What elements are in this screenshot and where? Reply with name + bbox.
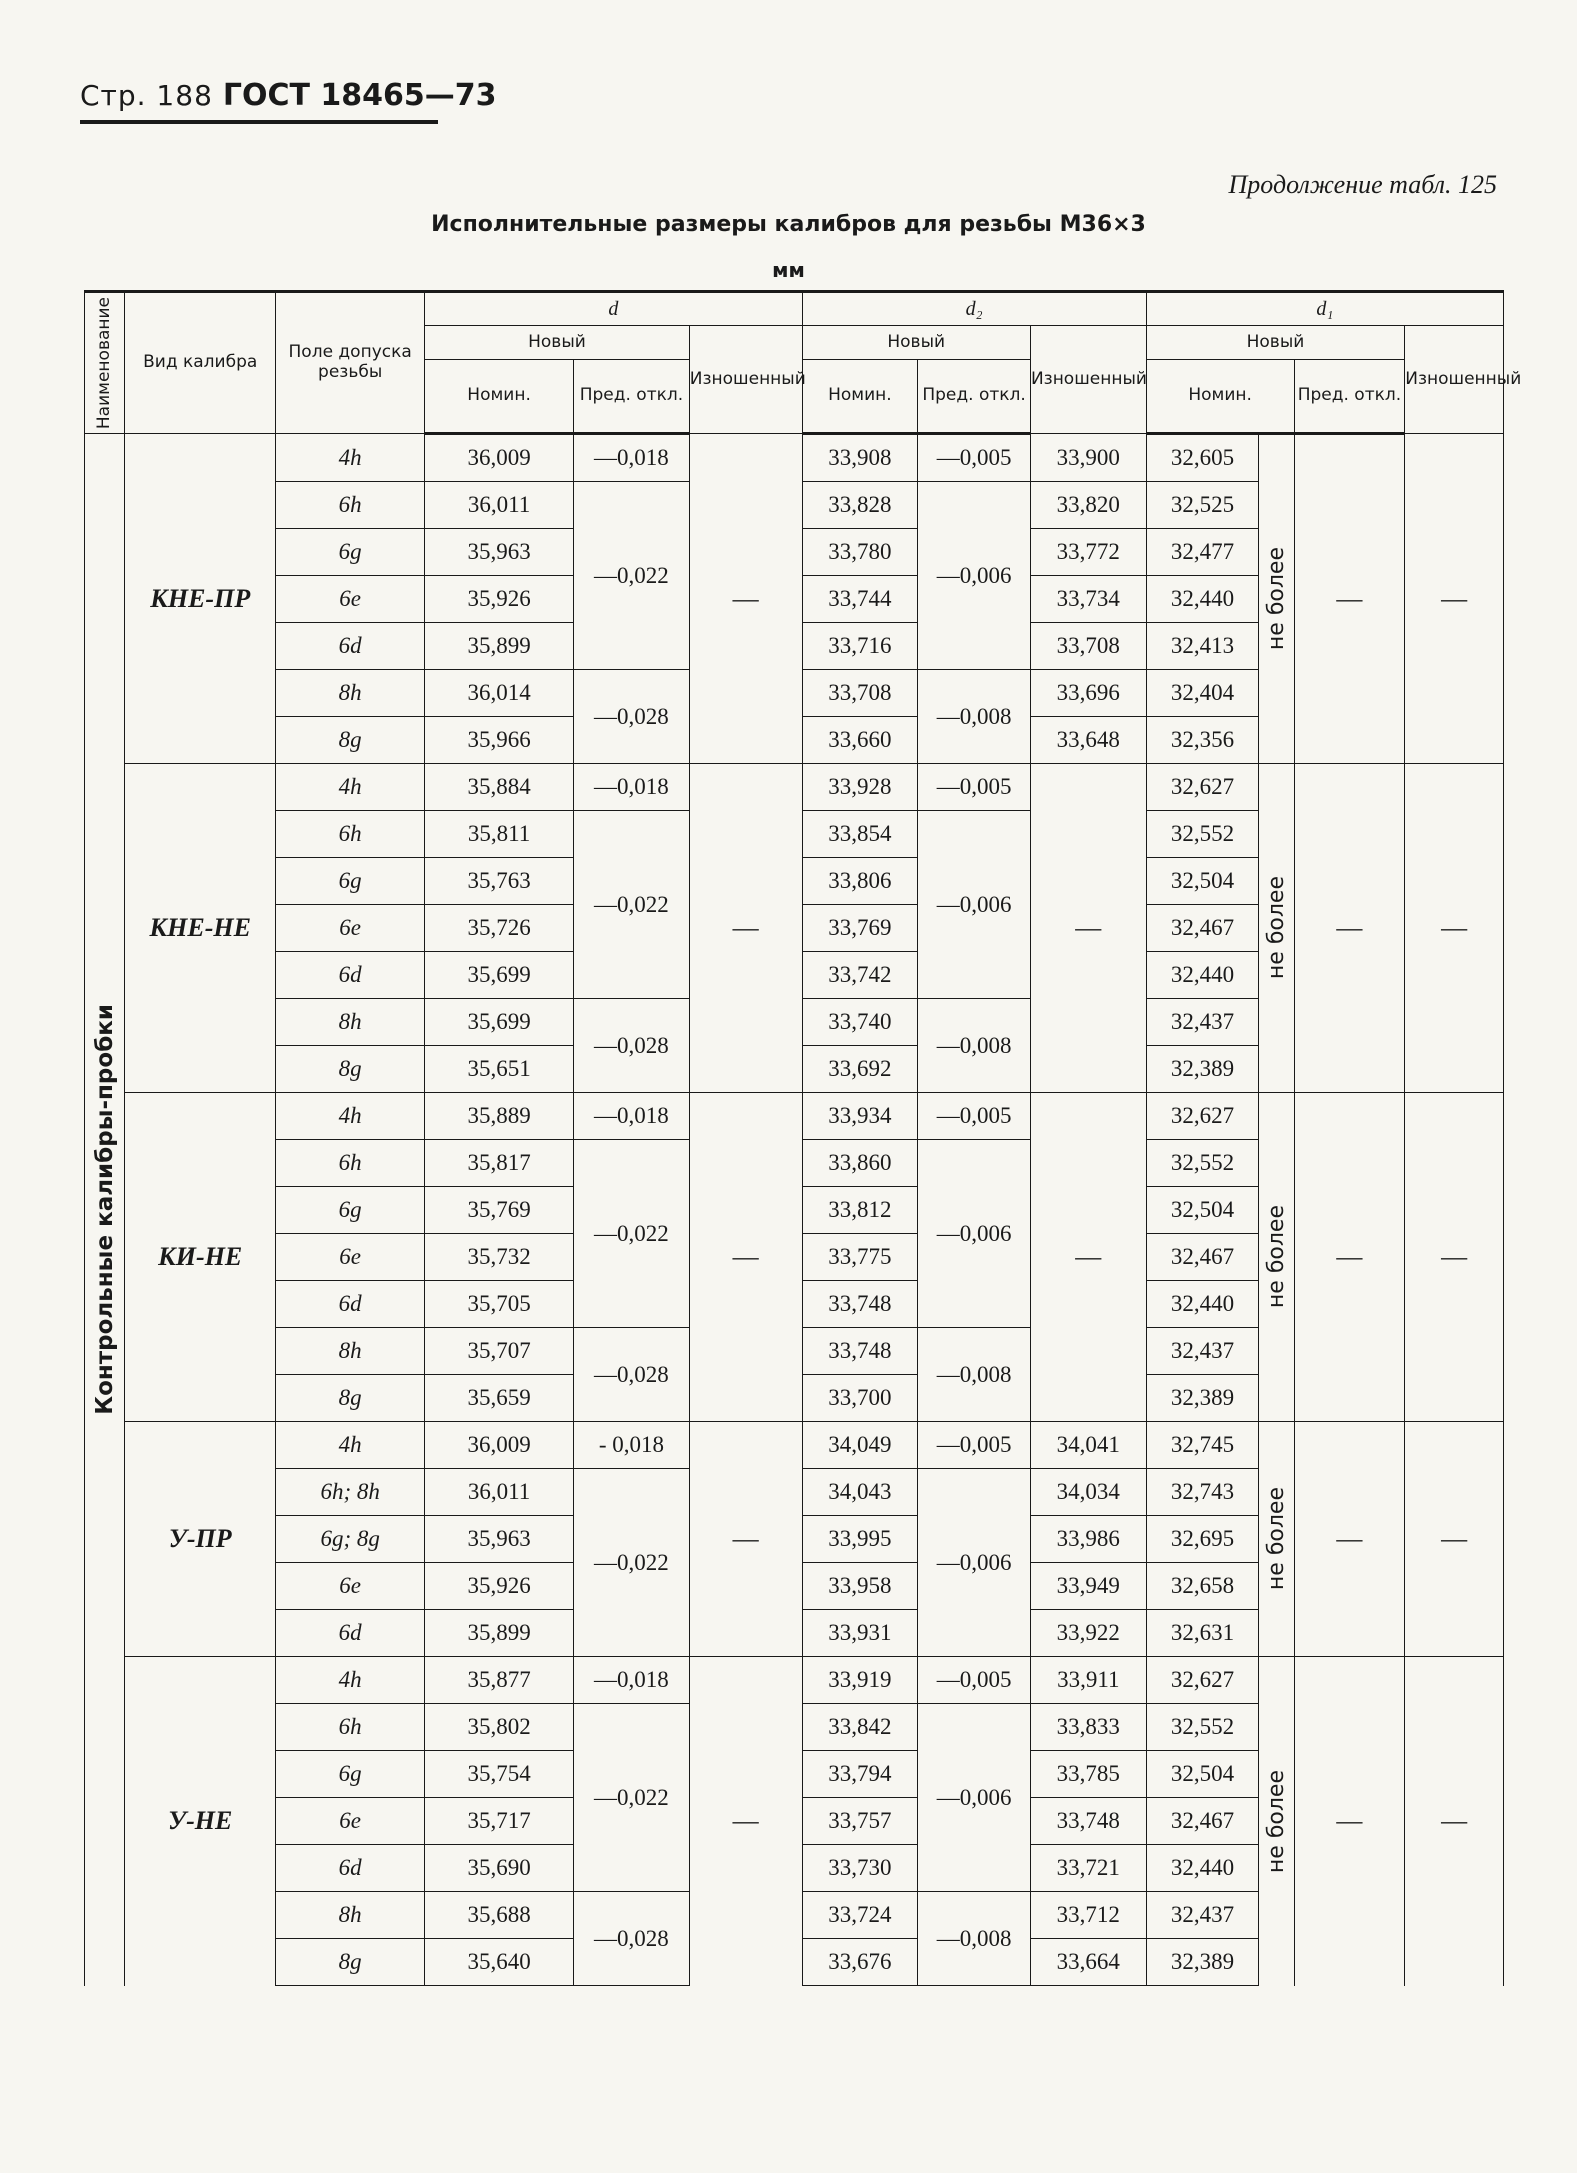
tolerance-field: 4h <box>276 1657 425 1704</box>
d-nominal: 35,688 <box>425 1892 574 1939</box>
gauge-type: У-НЕ <box>125 1657 276 1986</box>
col-d-dev: Пред. откл. <box>574 360 690 434</box>
col-d1-worn: Изношенный <box>1405 326 1504 434</box>
continuation-note: Продолжение табл. 125 <box>1228 170 1497 199</box>
d2-deviation: —0,008 <box>918 1892 1031 1986</box>
tolerance-field: 8g <box>276 1375 425 1422</box>
col-d2: d₂ <box>802 292 1146 326</box>
not-more-cell <box>1259 1093 1294 1422</box>
d1-nominal: 32,695 <box>1146 1516 1259 1563</box>
col-d: d <box>425 292 802 326</box>
d-nominal: 35,732 <box>425 1234 574 1281</box>
gauge-type: КНЕ-ПР <box>125 434 276 764</box>
d2-nominal: 33,692 <box>802 1046 918 1093</box>
d2-nominal: 33,806 <box>802 858 918 905</box>
d-nominal: 35,926 <box>425 1563 574 1610</box>
table-body <box>85 434 1504 1986</box>
d1-nominal: 32,440 <box>1146 1845 1259 1892</box>
d2-deviation: —0,008 <box>918 1328 1031 1422</box>
d-deviation: —0,018 <box>574 1657 690 1704</box>
tolerance-field: 6h <box>276 1704 425 1751</box>
d-nominal: 35,640 <box>425 1939 574 1986</box>
d1-nominal: 32,631 <box>1146 1610 1259 1657</box>
d2-worn: 33,664 <box>1030 1939 1146 1986</box>
d-deviation: —0,022 <box>574 1469 690 1657</box>
tolerance-field: 6g <box>276 529 425 576</box>
d1-nominal: 32,504 <box>1146 1751 1259 1798</box>
tolerance-field: 8h <box>276 999 425 1046</box>
d2-deviation: —0,006 <box>918 1469 1031 1657</box>
d-deviation: —0,028 <box>574 1892 690 1986</box>
d2-deviation: —0,006 <box>918 811 1031 999</box>
tolerance-field: 6g; 8g <box>276 1516 425 1563</box>
tolerance-field: 4h <box>276 434 425 482</box>
not-more-cell <box>1259 434 1294 764</box>
d2-nominal: 34,043 <box>802 1469 918 1516</box>
d2-worn: 33,785 <box>1030 1751 1146 1798</box>
d-nominal: 35,899 <box>425 1610 574 1657</box>
d2-deviation: —0,006 <box>918 1140 1031 1328</box>
d1-nominal: 32,437 <box>1146 1328 1259 1375</box>
d-deviation: —0,022 <box>574 482 690 670</box>
tolerance-field: 6e <box>276 1798 425 1845</box>
dimensions-table <box>84 290 1522 1986</box>
d2-nominal: 33,812 <box>802 1187 918 1234</box>
d2-nominal: 33,748 <box>802 1328 918 1375</box>
table-row <box>85 434 1504 482</box>
d2-deviation: —0,008 <box>918 670 1031 764</box>
d2-nominal: 33,769 <box>802 905 918 952</box>
d-nominal: 35,690 <box>425 1845 574 1892</box>
d2-nominal: 33,958 <box>802 1563 918 1610</box>
d2-worn: 34,034 <box>1030 1469 1146 1516</box>
d2-nominal: 33,794 <box>802 1751 918 1798</box>
d-worn: — <box>689 1093 802 1422</box>
d2-worn: — <box>1030 1093 1146 1422</box>
d2-worn: 33,949 <box>1030 1563 1146 1610</box>
d-nominal: 35,817 <box>425 1140 574 1187</box>
d-nominal: 35,651 <box>425 1046 574 1093</box>
d-nominal: 35,877 <box>425 1657 574 1704</box>
tolerance-field: 6d <box>276 1281 425 1328</box>
d2-nominal: 33,928 <box>802 764 918 811</box>
d2-nominal: 33,995 <box>802 1516 918 1563</box>
d2-nominal: 33,700 <box>802 1375 918 1422</box>
d-nominal: 36,011 <box>425 1469 574 1516</box>
not-more-cell <box>1259 1422 1294 1657</box>
tolerance-field: 4h <box>276 1093 425 1140</box>
d2-worn: 33,833 <box>1030 1704 1146 1751</box>
d-deviation: —0,018 <box>574 434 690 482</box>
d1-nominal: 32,467 <box>1146 1234 1259 1281</box>
d-nominal: 35,811 <box>425 811 574 858</box>
naming-cell <box>85 434 125 1986</box>
dimensions-table-wrap <box>84 290 1522 1986</box>
tolerance-field: 4h <box>276 764 425 811</box>
d-deviation: —0,028 <box>574 999 690 1093</box>
d2-deviation: —0,008 <box>918 999 1031 1093</box>
d-nominal: 35,802 <box>425 1704 574 1751</box>
d1-nominal: 32,627 <box>1146 1657 1259 1704</box>
tolerance-field: 4h <box>276 1422 425 1469</box>
d-nominal: 35,699 <box>425 952 574 999</box>
d1-nominal: 32,437 <box>1146 1892 1259 1939</box>
tolerance-field: 6e <box>276 905 425 952</box>
tolerance-field: 6h <box>276 811 425 858</box>
d2-deviation: —0,005 <box>918 1657 1031 1704</box>
d2-worn: 33,820 <box>1030 482 1146 529</box>
d1-deviation: — <box>1294 764 1405 1093</box>
tolerance-field: 6d <box>276 623 425 670</box>
d1-deviation: — <box>1294 434 1405 764</box>
tolerance-field: 8g <box>276 1046 425 1093</box>
d2-deviation: —0,005 <box>918 764 1031 811</box>
col-d1-dev: Пред. откл. <box>1294 360 1405 434</box>
d2-nominal: 34,049 <box>802 1422 918 1469</box>
page-number: Стр. 188 <box>80 79 213 112</box>
tolerance-field: 6e <box>276 576 425 623</box>
tolerance-field: 6h <box>276 1140 425 1187</box>
d2-worn: 33,922 <box>1030 1610 1146 1657</box>
d-nominal: 35,963 <box>425 1516 574 1563</box>
col-d-nom: Номин. <box>425 360 574 434</box>
d-deviation: —0,028 <box>574 670 690 764</box>
tolerance-field: 8h <box>276 1892 425 1939</box>
d1-worn: — <box>1405 1093 1504 1422</box>
d-nominal: 35,754 <box>425 1751 574 1798</box>
d1-deviation: — <box>1294 1657 1405 1986</box>
col-d2-nom: Номин. <box>802 360 918 434</box>
d-deviation: - 0,018 <box>574 1422 690 1469</box>
d-deviation: —0,022 <box>574 811 690 999</box>
gauge-type: КНЕ-НЕ <box>125 764 276 1093</box>
d2-worn: 33,721 <box>1030 1845 1146 1892</box>
col-d-new: Новый <box>425 326 690 360</box>
col-d1-nom: Номин. <box>1146 360 1294 434</box>
d-nominal: 35,705 <box>425 1281 574 1328</box>
gauge-type: КИ-НЕ <box>125 1093 276 1422</box>
d-nominal: 36,009 <box>425 1422 574 1469</box>
tolerance-field: 6e <box>276 1563 425 1610</box>
d-deviation: —0,022 <box>574 1704 690 1892</box>
table-row <box>85 1093 1504 1140</box>
not-more-label: не более <box>1263 876 1289 980</box>
tolerance-field: 6d <box>276 1610 425 1657</box>
naming-value: Контрольные калибры-пробки <box>91 1004 118 1416</box>
page-header <box>80 78 497 113</box>
not-more-cell <box>1259 1657 1294 1986</box>
d-nominal: 36,009 <box>425 434 574 482</box>
tolerance-field: 6d <box>276 952 425 999</box>
tolerance-field: 6d <box>276 1845 425 1892</box>
d1-nominal: 32,658 <box>1146 1563 1259 1610</box>
d1-nominal: 32,440 <box>1146 952 1259 999</box>
d2-worn: 33,900 <box>1030 434 1146 482</box>
d1-worn: — <box>1405 1657 1504 1986</box>
not-more-label: не более <box>1263 1769 1289 1873</box>
d-nominal: 35,926 <box>425 576 574 623</box>
d-nominal: 35,726 <box>425 905 574 952</box>
col-d2-dev: Пред. откл. <box>918 360 1031 434</box>
tolerance-field: 8g <box>276 1939 425 1986</box>
col-naming: Наименование <box>85 292 125 434</box>
d2-worn: 33,986 <box>1030 1516 1146 1563</box>
tolerance-field: 8h <box>276 1328 425 1375</box>
d2-nominal: 33,934 <box>802 1093 918 1140</box>
col-d2-new: Новый <box>802 326 1030 360</box>
tolerance-field: 6h <box>276 482 425 529</box>
d1-nominal: 32,525 <box>1146 482 1259 529</box>
d1-nominal: 32,627 <box>1146 1093 1259 1140</box>
d2-nominal: 33,708 <box>802 670 918 717</box>
d2-nominal: 33,660 <box>802 717 918 764</box>
d2-nominal: 33,742 <box>802 952 918 999</box>
col-type: Вид калибра <box>125 292 276 434</box>
d-worn: — <box>689 434 802 764</box>
d2-worn: — <box>1030 764 1146 1093</box>
d2-nominal: 33,854 <box>802 811 918 858</box>
d1-nominal: 32,504 <box>1146 858 1259 905</box>
col-d1-new: Новый <box>1146 326 1405 360</box>
d2-nominal: 33,775 <box>802 1234 918 1281</box>
d-worn: — <box>689 1422 802 1657</box>
d1-worn: — <box>1405 1422 1504 1657</box>
d2-nominal: 33,931 <box>802 1610 918 1657</box>
d-nominal: 36,014 <box>425 670 574 717</box>
units-label: мм <box>772 258 805 282</box>
col-d2-worn: Изношенный <box>1030 326 1146 434</box>
not-more-label: не более <box>1263 1487 1289 1591</box>
d-nominal: 35,659 <box>425 1375 574 1422</box>
d2-nominal: 33,748 <box>802 1281 918 1328</box>
col-field: Поле допуска резьбы <box>276 292 425 434</box>
d-deviation: —0,028 <box>574 1328 690 1422</box>
d1-worn: — <box>1405 764 1504 1093</box>
d2-nominal: 33,744 <box>802 576 918 623</box>
d2-worn: 33,734 <box>1030 576 1146 623</box>
d2-deviation: —0,006 <box>918 482 1031 670</box>
table-row <box>85 1657 1504 1704</box>
d1-nominal: 32,440 <box>1146 576 1259 623</box>
d2-worn: 33,772 <box>1030 529 1146 576</box>
d-nominal: 36,011 <box>425 482 574 529</box>
d2-worn: 33,708 <box>1030 623 1146 670</box>
d-nominal: 35,699 <box>425 999 574 1046</box>
d1-nominal: 32,440 <box>1146 1281 1259 1328</box>
table-head <box>85 292 1522 434</box>
d2-nominal: 33,730 <box>802 1845 918 1892</box>
table-row <box>85 764 1504 811</box>
d2-worn: 34,041 <box>1030 1422 1146 1469</box>
d-nominal: 35,889 <box>425 1093 574 1140</box>
d2-nominal: 33,724 <box>802 1892 918 1939</box>
d1-nominal: 32,404 <box>1146 670 1259 717</box>
d2-nominal: 33,842 <box>802 1704 918 1751</box>
d-nominal: 35,763 <box>425 858 574 905</box>
tolerance-field: 6g <box>276 1751 425 1798</box>
d-deviation: —0,018 <box>574 1093 690 1140</box>
standard-number: ГОСТ 18465—73 <box>222 78 497 113</box>
d-nominal: 35,899 <box>425 623 574 670</box>
tolerance-field: 8h <box>276 670 425 717</box>
d2-nominal: 33,740 <box>802 999 918 1046</box>
d-nominal: 35,717 <box>425 1798 574 1845</box>
d1-nominal: 32,389 <box>1146 1375 1259 1422</box>
d1-deviation: — <box>1294 1093 1405 1422</box>
tolerance-field: 6g <box>276 858 425 905</box>
d2-worn: 33,696 <box>1030 670 1146 717</box>
d2-deviation: —0,005 <box>918 434 1031 482</box>
d-deviation: —0,018 <box>574 764 690 811</box>
d1-nominal: 32,504 <box>1146 1187 1259 1234</box>
not-more-cell <box>1259 764 1294 1093</box>
d1-nominal: 32,552 <box>1146 1140 1259 1187</box>
d1-nominal: 32,413 <box>1146 623 1259 670</box>
d2-deviation: —0,005 <box>918 1422 1031 1469</box>
d-nominal: 35,769 <box>425 1187 574 1234</box>
d-nominal: 35,707 <box>425 1328 574 1375</box>
d2-nominal: 33,908 <box>802 434 918 482</box>
not-more-label: не более <box>1263 1205 1289 1309</box>
col-d1: d₁ <box>1146 292 1503 326</box>
table-row <box>85 1422 1504 1469</box>
d1-nominal: 32,437 <box>1146 999 1259 1046</box>
d2-nominal: 33,716 <box>802 623 918 670</box>
tolerance-field: 6e <box>276 1234 425 1281</box>
not-more-label: не более <box>1263 547 1289 651</box>
d2-nominal: 33,780 <box>802 529 918 576</box>
d1-deviation: — <box>1294 1422 1405 1657</box>
d1-nominal: 32,605 <box>1146 434 1259 482</box>
d1-nominal: 32,389 <box>1146 1939 1259 1986</box>
d2-deviation: —0,006 <box>918 1704 1031 1892</box>
d1-nominal: 32,745 <box>1146 1422 1259 1469</box>
d1-nominal: 32,552 <box>1146 811 1259 858</box>
tolerance-field: 6g <box>276 1187 425 1234</box>
d2-worn: 33,911 <box>1030 1657 1146 1704</box>
tolerance-field: 6h; 8h <box>276 1469 425 1516</box>
d2-nominal: 33,860 <box>802 1140 918 1187</box>
d-nominal: 35,963 <box>425 529 574 576</box>
d1-nominal: 32,477 <box>1146 529 1259 576</box>
d1-nominal: 32,743 <box>1146 1469 1259 1516</box>
d-deviation: —0,022 <box>574 1140 690 1328</box>
d2-worn: 33,648 <box>1030 717 1146 764</box>
d-nominal: 35,884 <box>425 764 574 811</box>
d2-nominal: 33,757 <box>802 1798 918 1845</box>
d2-deviation: —0,005 <box>918 1093 1031 1140</box>
d1-nominal: 32,389 <box>1146 1046 1259 1093</box>
d2-worn: 33,748 <box>1030 1798 1146 1845</box>
col-d-worn: Изношенный <box>689 326 802 434</box>
d-worn: — <box>689 764 802 1093</box>
d-worn: — <box>689 1657 802 1986</box>
d1-nominal: 32,552 <box>1146 1704 1259 1751</box>
d1-nominal: 32,356 <box>1146 717 1259 764</box>
d1-nominal: 32,627 <box>1146 764 1259 811</box>
tolerance-field: 8g <box>276 717 425 764</box>
header-rule <box>80 120 438 124</box>
d2-nominal: 33,919 <box>802 1657 918 1704</box>
d1-nominal: 32,467 <box>1146 1798 1259 1845</box>
d1-worn: — <box>1405 434 1504 764</box>
d1-nominal: 32,467 <box>1146 905 1259 952</box>
d2-nominal: 33,828 <box>802 482 918 529</box>
gauge-type: У-ПР <box>125 1422 276 1657</box>
d2-worn: 33,712 <box>1030 1892 1146 1939</box>
d-nominal: 35,966 <box>425 717 574 764</box>
d2-nominal: 33,676 <box>802 1939 918 1986</box>
table-title: Исполнительные размеры калибров для резьбы М36×3 <box>431 212 1146 237</box>
